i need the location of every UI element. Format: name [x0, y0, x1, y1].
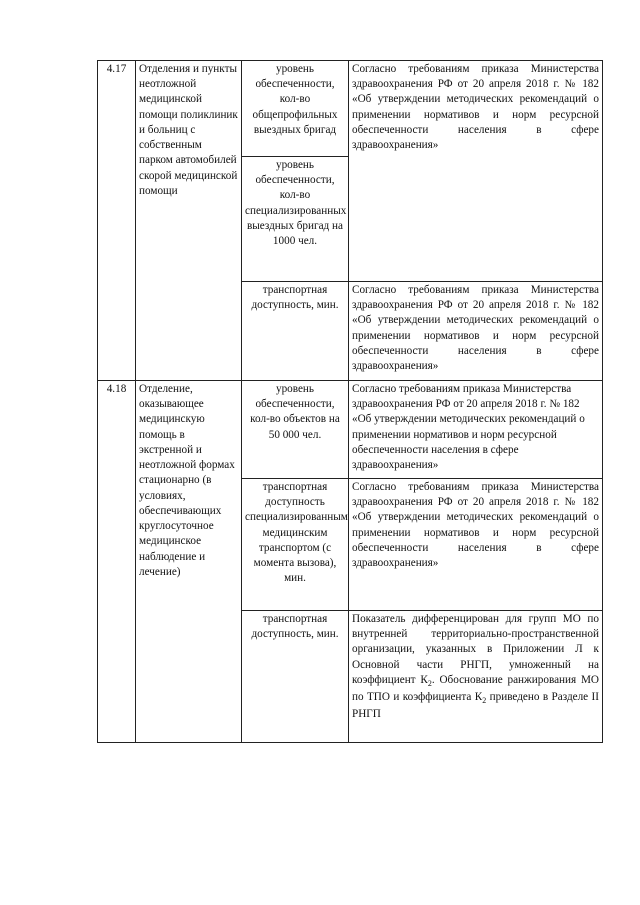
indicator-label: уровень обеспеченности, кол-во объектов на 50 000 чел.	[242, 381, 349, 479]
note-text: Показатель дифференцирован для групп МО по внутренней территориально-пространственной организации, указанных в Приложении Л к Основной части РНГП, умноженный на коэффициент К	[352, 613, 599, 686]
indicator-note: Согласно требованиям приказа Министерства здравоохранения РФ от 20 апреля 2018 г. № 182 «Об утверждении методических рекомендаций о применении нормативов и норм ресурсной обеспеченности населения в сфере здравоохранения»	[349, 381, 603, 479]
facility-name: Отделения и пункты неотложной медицинской помощи поликлиник и больниц с собственным парком автомобилей скорой медицинской помощи	[136, 61, 242, 381]
coefficient-subscript: 2	[482, 696, 487, 706]
row-number: 4.18	[98, 381, 136, 743]
indicator-label: уровень обеспеченности, кол-во общепрофильных выездных бригад	[242, 61, 349, 157]
indicator-label: транспортная доступность, мин.	[242, 611, 349, 743]
norms-table	[97, 60, 603, 743]
note-text: приведено в Разделе II РНГП	[352, 691, 599, 721]
table-row	[98, 61, 603, 157]
indicator-label: транспортная доступность, мин.	[242, 282, 349, 381]
note-text: . Обоснование ранжирования МО по ТПО и коэффициента К	[352, 673, 599, 704]
indicator-note	[349, 611, 603, 743]
indicator-label: транспортная доступность специализированным медицинским транспортом (с момента вызова), мин.	[242, 479, 349, 611]
table-row	[98, 381, 603, 479]
facility-name: Отделение, оказывающее медицинскую помощь в экстренной и неотложной формах стационарно (в условиях, обеспечивающих круглосуточное медицинское наблюдение и лечение)	[136, 381, 242, 743]
indicator-label: уровень обеспеченности, кол-во специализированных выездных бригад на 1000 чел.	[242, 157, 349, 282]
indicator-note: Согласно требованиям приказа Министерства здравоохранения РФ от 20 апреля 2018 г. № 182 «Об утверждении методических рекомендаций о применении нормативов и норм ресурсной обеспеченности населения в сфере здравоохранения»	[349, 282, 603, 381]
row-number: 4.17	[98, 61, 136, 381]
indicator-note: Согласно требованиям приказа Министерства здравоохранения РФ от 20 апреля 2018 г. № 182 «Об утверждении методических рекомендаций о применении нормативов и норм ресурсной обеспеченности населения в сфере здравоохранения»	[349, 479, 603, 611]
indicator-note: Согласно требованиям приказа Министерства здравоохранения РФ от 20 апреля 2018 г. № 182 «Об утверждении методических рекомендаций о применении нормативов и норм ресурсной обеспеченности населения в сфере здравоохранения»	[349, 61, 603, 282]
coefficient-subscript: 2	[427, 679, 432, 689]
